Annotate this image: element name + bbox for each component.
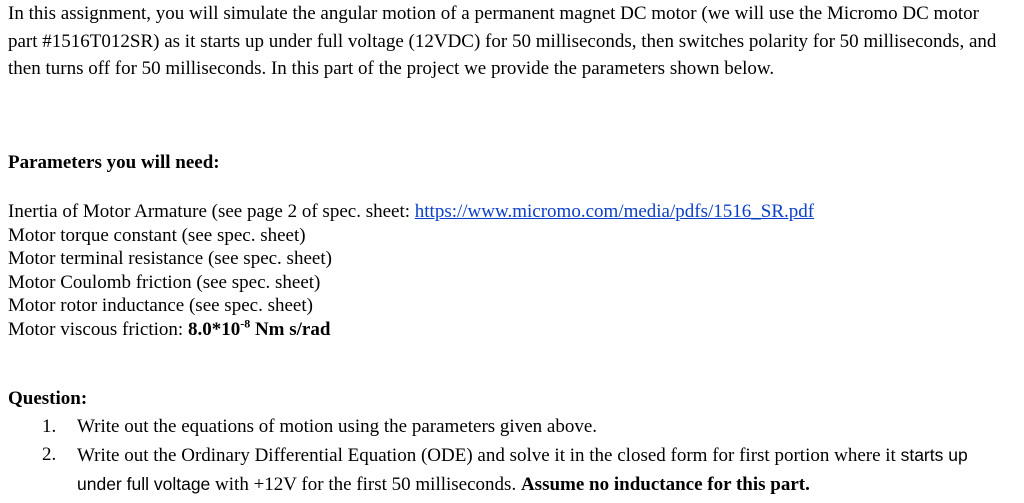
param-rotor-inductance: Motor rotor inductance (see spec. sheet) <box>8 295 313 316</box>
param-torque-constant: Motor torque constant (see spec. sheet) <box>8 224 306 246</box>
question-item-1 <box>8 413 1012 441</box>
intro-paragraph: In this assignment, you will simulate the angular motion of a permanent magnet DC motor (we will use the Micromo DC motor part #1516T012SR) as it starts up under full voltage (12VDC) for 50 milliseconds, then switches polarity for 50 milliseconds, and then turns off for 50 milliseconds. In this part of the project we provide the parameters shown below. <box>8 3 997 79</box>
param-inertia-label: Inertia of Motor Armature (see page 2 of spec. sheet: <box>8 201 415 222</box>
parameters-heading-block <box>8 151 220 175</box>
viscous-value-exponent: -8 <box>240 316 251 331</box>
viscous-value-base: 8.0*10 <box>187 318 241 340</box>
param-viscous-label: Motor viscous friction: <box>8 318 188 340</box>
parameters-list <box>8 200 814 341</box>
question-number: 2. <box>42 444 57 465</box>
question-number: 1. <box>42 416 57 437</box>
question-heading-block <box>8 387 87 411</box>
question-text-part-1: Write out the Ordinary Differential Equation (ODE) and solve it in the closed form for first portion where it <box>77 445 896 466</box>
param-coulomb-friction: Motor Coulomb friction (see spec. sheet) <box>8 271 321 293</box>
param-viscous-friction <box>8 318 814 342</box>
parameters-heading: Parameters you will need: <box>8 152 220 173</box>
document-body <box>8 0 1012 495</box>
question-item-2 <box>8 441 1012 499</box>
spec-sheet-link[interactable]: https://www.micromo.com/media/pdfs/1516_SR.pdf <box>414 201 815 222</box>
viscous-value <box>187 316 331 340</box>
question-text-emphasis: Assume no inductance for this part. <box>520 474 810 495</box>
question-text-part-2: starts up under full voltage <box>77 445 968 494</box>
question-text-part-3: with +12V for the first 50 milliseconds. <box>210 474 521 495</box>
question-list <box>8 413 1012 499</box>
viscous-value-unit: Nm s/rad <box>250 318 331 340</box>
param-inertia <box>8 200 814 224</box>
question-heading: Question: <box>8 388 88 409</box>
question-text: Write out the equations of motion using the parameters given above. <box>77 416 598 437</box>
param-terminal-resistance: Motor terminal resistance (see spec. sheet) <box>8 248 332 269</box>
